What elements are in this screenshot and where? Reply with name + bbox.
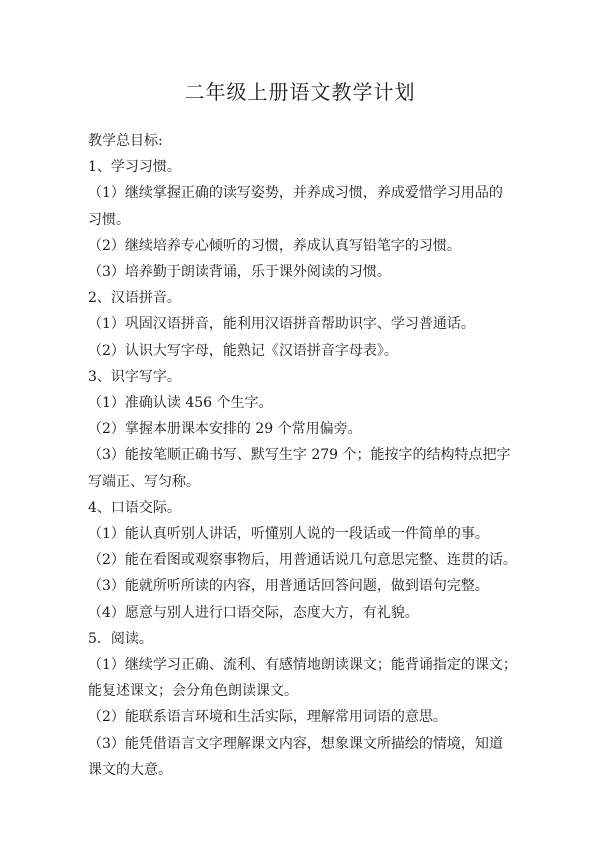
text-line: （1）继续掌握正确的读写姿势，并养成习惯，养成爱惜学习用品的 — [88, 185, 503, 202]
text-line: （2）能联系语言环境和生活实际，理解常用词语的意思。 — [88, 709, 447, 726]
text-line: （2）掌握本册课本安排的 29 个常用偏旁。 — [88, 421, 362, 438]
text-line: （3）培养勤于朗读背诵，乐于课外阅读的习惯。 — [88, 264, 391, 281]
text-line: （4）愿意与别人进行口语交际，态度大方，有礼貌。 — [88, 604, 419, 621]
text-line: 2、汉语拼音。 — [88, 290, 181, 307]
text-line: 教学总目标: — [88, 133, 163, 149]
document-title: 二年级上册语文教学计划 — [184, 80, 416, 104]
text-line: （2）能在看图或观察事物后，用普通话说几句意思完整、连贯的话。 — [88, 552, 517, 569]
text-line: （1）准确认读 456 个生字。 — [88, 395, 273, 412]
text-line: 3、识字写字。 — [88, 368, 181, 385]
text-line: （1）能认真听别人讲话，听懂别人说的一段话或一件简单的事。 — [88, 526, 489, 543]
text-line: （1）继续学习正确、流利、有感情地朗读课文；能背诵指定的课文； — [88, 657, 517, 674]
text-line: （3）能就所听所读的内容，用普通话回答问题，做到语句完整。 — [88, 578, 489, 595]
text-line: （3）能凭借语言文字理解课文内容，想象课文所描绘的情境，知道 — [88, 735, 503, 752]
text-line: 1、学习习惯。 — [88, 159, 181, 176]
text-line: （3）能按笔顺正确书写、默写生字 279 个；能按字的结构特点把字 — [88, 447, 511, 464]
text-line: （1）巩固汉语拼音，能利用汉语拼音帮助识字、学习普通话。 — [88, 316, 475, 333]
text-line: （2）认识大写字母，能熟记《汉语拼音字母表》。 — [88, 342, 398, 359]
text-line: 课文的大意。 — [88, 761, 172, 778]
document-body — [88, 128, 518, 783]
text-line: （2）继续培养专心倾听的习惯，养成认真写铅笔字的习惯。 — [88, 237, 461, 254]
text-line: 4、口语交际。 — [88, 499, 181, 516]
text-line: 写端正、写匀称。 — [88, 473, 200, 490]
text-line: 能复述课文；会分角色朗读课文。 — [88, 683, 298, 700]
text-line: 习惯。 — [88, 211, 130, 228]
text-line: 5．阅读。 — [88, 630, 153, 647]
